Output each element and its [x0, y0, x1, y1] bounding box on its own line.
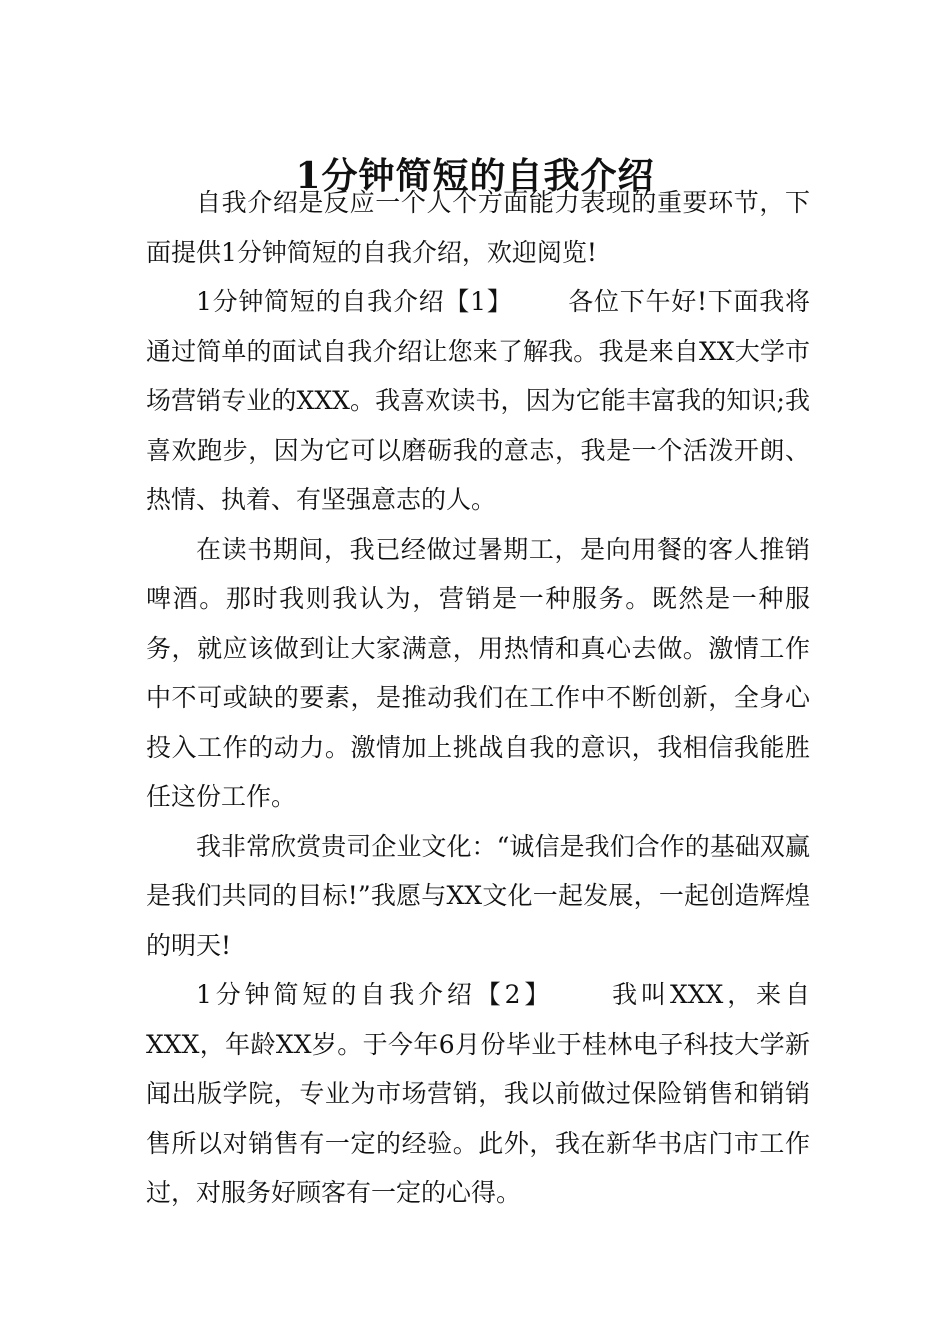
section-2-text: 我叫XXX，来自XXX，年龄XX岁。于今年6月份毕业于桂林电子科技大学新闻出版学院，专业为市场营销，我以前做过保险销售和销销售所以对销售有一定的经验。此外，我在新华书店门市工作过，对服务好顾客有一定的心得。 [146, 980, 810, 1207]
section-1-text: 各位下午好!下面我将通过简单的面试自我介绍让您来了解我。我是来自XX大学市场营销专业的XXX。我喜欢读书，因为它能丰富我的知识;我喜欢跑步，因为它可以磨砺我的意志，我是一个活泼开朗、热情、执着、有坚强意志的人。 [146, 287, 810, 514]
paragraph-section-2 [146, 970, 810, 1218]
paragraph-section-1 [146, 277, 810, 525]
document-body [146, 178, 810, 1218]
section-heading-2: 1分钟简短的自我介绍【2】 [196, 980, 554, 1009]
paragraph-intro: 自我介绍是反应一个人个方面能力表现的重要环节，下面提供1分钟简短的自我介绍，欢迎阅览! [146, 188, 810, 267]
document-title: 1分钟简短的自我介绍 [295, 155, 655, 198]
paragraph-work-experience: 在读书期间，我已经做过暑期工，是向用餐的客人推销啤酒。那时我则我认为，营销是一种服务。既然是一种服务，就应该做到让大家满意，用热情和真心去做。激情工作中不可或缺的要素，是推动我们在工作中不断创新，全身心投入工作的动力。激情加上挑战自我的意识，我相信我能胜任这份工作。 [146, 534, 810, 811]
paragraph-company-culture: 我非常欣赏贵司企业文化：“诚信是我们合作的基础双赢是我们共同的目标!”我愿与XX文化一起发展，一起创造辉煌的明天! [146, 831, 810, 960]
section-heading-1: 1分钟简短的自我介绍【1】 [196, 287, 513, 316]
